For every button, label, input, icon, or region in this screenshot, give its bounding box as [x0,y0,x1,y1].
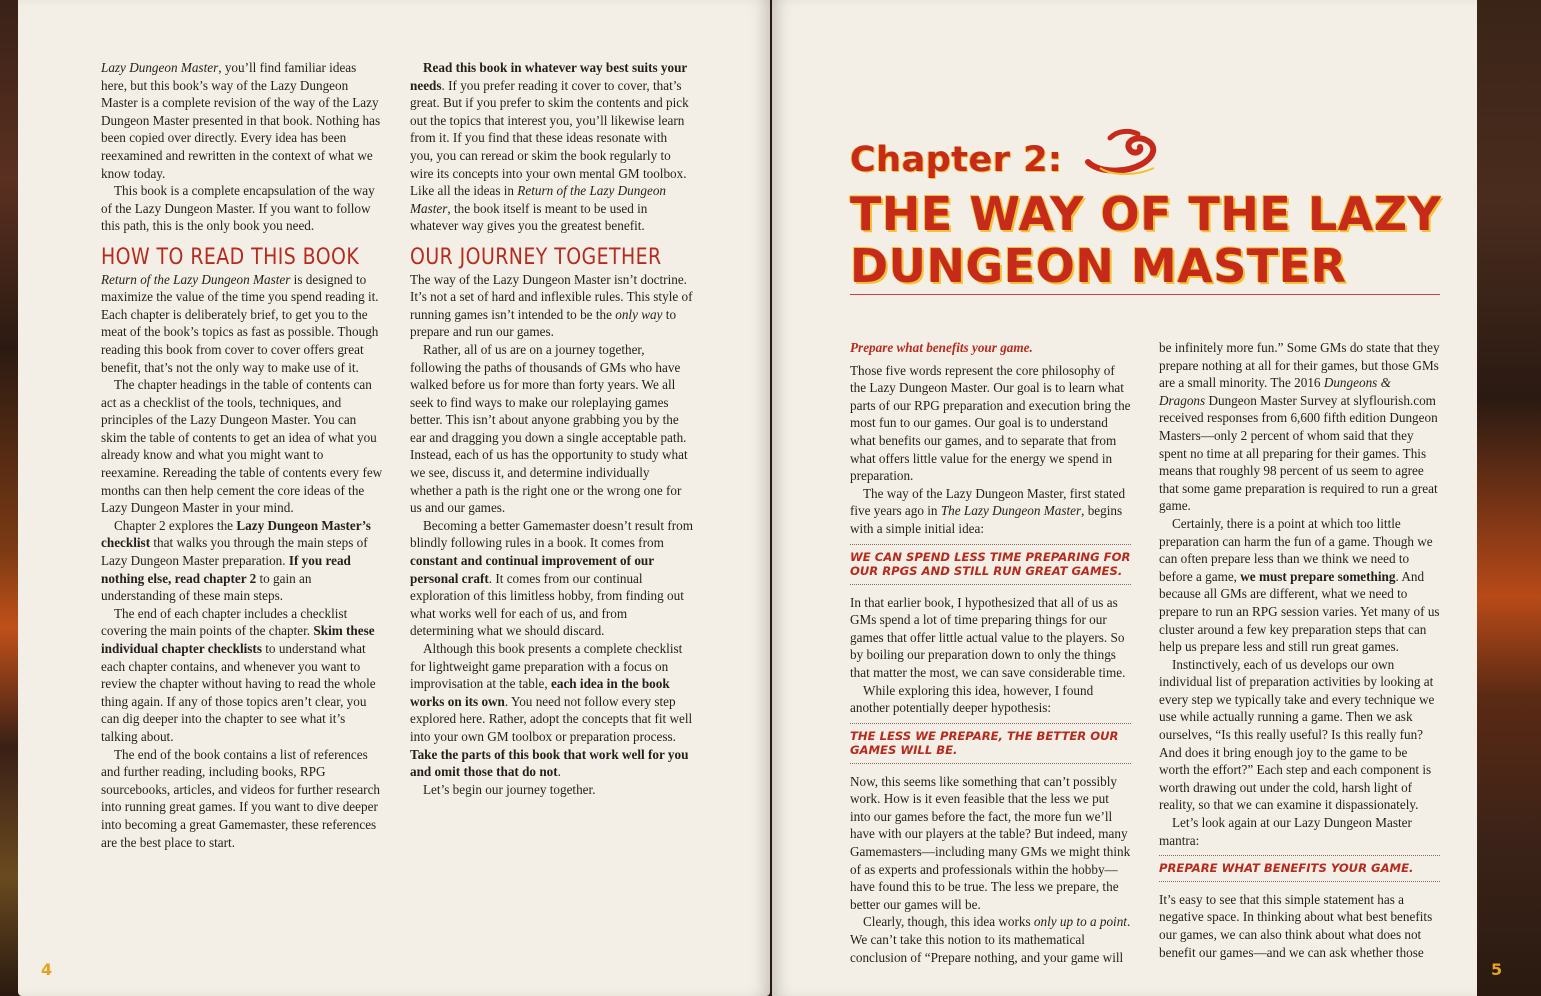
text-run: be infinitely more fun.” Some GMs do state that they prepare nothing at all for their games, but those GMs are a small minority. The 2016 [1159,340,1440,391]
rc2-a [1159,339,1440,849]
bold-run: each idea in the book works on its own [410,676,670,709]
bold-run: we must prepare something [1240,568,1396,584]
italic-run: Lazy Dungeon Master [101,60,219,75]
text-run: , the book itself is meant to be used in whatever way gives you the greatest benefit. [410,200,648,234]
text-run: Although this book presents a complete checklist for lightweight game preparation with a focus on improvisation at the table, [410,641,683,692]
text-run: The way of the Lazy Dungeon Master isn’t doctrine. It’s not a set of hard and inflexible rules. This style of running games isn’t intended to be the [410,271,693,322]
col1-body [101,271,384,852]
paragraph [410,59,693,235]
text-run: . [557,764,561,780]
page-number-left: 4 [41,960,53,979]
left-column-1 [101,59,384,851]
text-run: . If you prefer reading it cover to cover, that’s great. But if you prefer to skim the contents and pick out the topics that interest you, you’ll likewise learn from it. If you find that these ideas resonate with you, you can reread or skim the book regularly to wire its concepts into your own mental GM toolbox. Like all the ideas in [410,77,689,199]
paragraph [1159,891,1440,961]
bold-run: constant and continual improvement of our personal craft [410,553,654,586]
swirl-ornament-icon [1080,128,1162,180]
text-run: While exploring this idea, however, I found another potentially deeper hypothesis: [850,682,1094,716]
callout-mantra: PREPARE WHAT BENEFITS YOUR GAME. [1159,855,1440,882]
text-run: . You need not follow every step explored here. Rather, adopt the concepts that fit well into your own GM toolbox or preparation process. [410,693,693,744]
lead-mantra: Prepare what benefits your game. [850,340,1033,355]
text-run: The end of each chapter includes a checklist covering the main points of the chapter. [101,605,348,639]
paragraph [410,341,693,517]
text-run: to understand what each chapter contains, and whenever you want to review the chapter without having to read the whole thing again. If any of those topics aren’t clear, you can dig deeper into the chapter to see what it’s talking about. [101,641,376,744]
text-run: The chapter headings in the table of contents can act as a checklist of the tools, techniques, and principles of the Lazy Dungeon Master. You can skim the table of contents to get an idea of what you already know and what you might want to reexamine. Rereading the table of contents every few months can then help cement the core ideas of the Lazy Dungeon Master in your mind. [101,377,383,516]
paragraph [101,605,384,746]
text-run: , you’ll find familiar ideas here, but this book’s way of the Lazy Dungeon Master is a complete revision of the way of the Lazy Dungeon Master presented in that book. Nothing has been copied over directly. Every idea has been reexamined and rewritten in the context of what we know today. [101,60,381,181]
text-run: . We can’t take this notion to its mathematical conclusion of “Prepare nothing, and your game will [850,914,1131,965]
italic-run: Dungeons & Dragons [1159,375,1391,408]
italic-run: only up to a point [1033,914,1127,930]
italic-run: The Lazy Dungeon Master [940,503,1082,519]
heading-our-journey: OUR JOURNEY TOGETHER [410,244,662,270]
bold-run: Take the parts of this book that work well for you and omit those that do not [410,746,689,780]
rc1-a [850,362,1131,538]
text-run: Now, this seems like something that can’t possibly work. How is it even feasible that the less we put into our games before the fact, the more fun we’ll have with our players at the table? But indeed, many Gamemasters—including many GMs we might think of as experts and professionals within the hobby—have found this to be true. The less we prepare, the better our games will be. [850,773,1131,912]
text-run: . And because all GMs are different, what we need to prepare to run an RPG session varies. Yet many of us cluster around a few key preparation steps that can help us prepare less and still run great games. [1159,568,1440,655]
text-run: Becoming a better Gamemaster doesn’t result from blindly following rules in a book. It comes from [410,517,694,551]
bold-run: If you read nothing else, read chapter 2 [101,553,351,586]
text-run: Certainly, there is a point at which too little preparation can harm the fun of a game. Though we can often prepare less than we think we need to before a game, [1159,515,1433,584]
italic-run: only way [615,306,663,322]
rc1-b [850,594,1131,717]
paragraph [850,362,1131,485]
paragraph [1159,814,1440,849]
right-column-2 [1159,339,1440,961]
bold-run: Skim these individual chapter checklists [101,623,375,656]
text-run: In that earlier book, I hypothesized that all of us as GMs spend a lot of time preparing things for our games that offer little actual value to the players. So by boiling our preparation down to only the things that matter the most, we can save considerable time. [850,594,1126,680]
paragraph [410,781,693,799]
paragraph [410,640,693,781]
callout-less-prepare: THE LESS WE PREPARE, THE BETTER OUR GAMES WILL BE. [850,723,1131,764]
paragraph [101,517,384,605]
paragraph [101,746,384,852]
paragraph [1159,656,1440,814]
text-run: , begins with a simple initial idea: [850,503,1123,536]
paragraph [101,59,384,182]
bold-run: Lazy Dungeon Master’s checklist [101,517,371,551]
callout-spend-less: WE CAN SPEND LESS TIME PREPARING FOR OUR RPGS AND STILL RUN GREAT GAMES. [850,544,1131,585]
text-run: Dungeon Master Survey at slyflourish.com received responses from 6,600 fifth edition Dungeon Masters—only 2 percent of whom said that they spent no time at all preparing for their games. This means that roughly 98 percent of us seem to agree that some game preparation is required to run a great game. [1159,392,1438,514]
rc2-b [1159,891,1440,961]
paragraph [850,485,1131,538]
left-column-2 [410,59,693,798]
right-column-1 [850,339,1131,966]
text-run: is designed to maximize the value of the time you spend reading it. Each chapter is deliberately brief, to get you to the meat of the book’s topics as fast as possible. Though reading this book from cover to cover offers great benefit, that’s not the only way to make use of it. [101,271,379,375]
text-run: Rather, all of us are on a journey together, following the paths of thousands of GMs who have walked before us for more than forty years. We all seek to find ways to make our roleplaying games better. This isn’t about anyone grabbing you by the ear and dragging you down a single acceptable path. Instead, each of us has the opportunity to study what we see, discuss it, and determine individually whether a path is the right one or the wrong one for us and our games. [410,341,688,516]
paragraph [850,773,1131,914]
bold-run: Read this book in whatever way best suits your needs [410,60,688,93]
text-run: The end of the book contains a list of references and further reading, including books, RPG sourcebooks, articles, and videos for further research into running great games. If you want to dive deeper into becoming a great Gamemaster, these references are the best place to start. [101,746,381,850]
paragraph [410,517,693,640]
text-run: Those five words represent the core philosophy of the Lazy Dungeon Master. Our goal is to learn what parts of our RPG preparation and execution bring the most fun to our games. Our goal is to understand what benefits our games, and to separate that from what offers little value for the energy we spend in preparation. [850,362,1131,484]
col2-intro [410,59,693,235]
text-run: that walks you through the main steps of Lazy Dungeon Master preparation. [101,535,368,569]
text-run: Instinctively, each of us develops our own individual list of preparation activities by looking at every step we typically take and every technique we use while actually running a game. Then we ask ourselves, “Is this really useful? Is this really fun? And does it bring enough joy to the game to be worth the effort?” Each step and each component is worth drawing out under the cold, harsh light of reality, so that we can examine it dispassionately. [1159,656,1435,813]
italic-run: Return of the Lazy Dungeon Master [410,183,667,216]
paragraph [101,271,384,377]
chapter-title-line1: THE WAY OF THE LAZY [850,187,1442,241]
heading-how-to-read: HOW TO READ THIS BOOK [101,244,360,270]
text-run: . It comes from our continual exploration of this limitless hobby, from finding out what works well for each of us, and from determining what we should discard. [410,570,684,639]
chapter-title-line2: DUNGEON MASTER [850,239,1347,293]
paragraph [101,376,384,517]
paragraph [850,594,1131,682]
chapter-label: Chapter 2: [850,140,1063,180]
paragraph [850,913,1131,966]
text-run: This book is a complete encapsulation of the way of the Lazy Dungeon Master. If you want to follow this path, this is the only book you need. [101,183,375,234]
col1-intro [101,59,384,235]
text-run: It’s easy to see that this simple statement has a negative space. In thinking about what best benefits our games, we can also think about what does not benefit our games—and we can ask whether those [1159,891,1433,960]
rc1-c [850,773,1131,967]
paragraph [101,182,384,235]
chapter-title [850,188,1450,292]
text-run: to prepare and run our games. [410,306,677,340]
text-run: The way of the Lazy Dungeon Master, first stated five years ago in [850,485,1126,519]
chapter-rule [850,294,1440,295]
text-run: Clearly, though, this idea works [863,914,1034,930]
paragraph [850,682,1131,717]
paragraph [1159,339,1440,515]
paragraph [1159,515,1440,656]
text-run: Chapter 2 explores the [114,517,237,533]
paragraph [410,271,693,341]
text-run: Let’s begin our journey together. [423,781,596,797]
page-number-right: 5 [1491,960,1503,979]
text-run: to gain an understanding of these main steps. [101,570,312,604]
text-run: Let’s look again at our Lazy Dungeon Master mantra: [1159,815,1412,848]
italic-run: Return of the Lazy Dungeon Master [101,271,291,287]
col2-body [410,271,693,799]
